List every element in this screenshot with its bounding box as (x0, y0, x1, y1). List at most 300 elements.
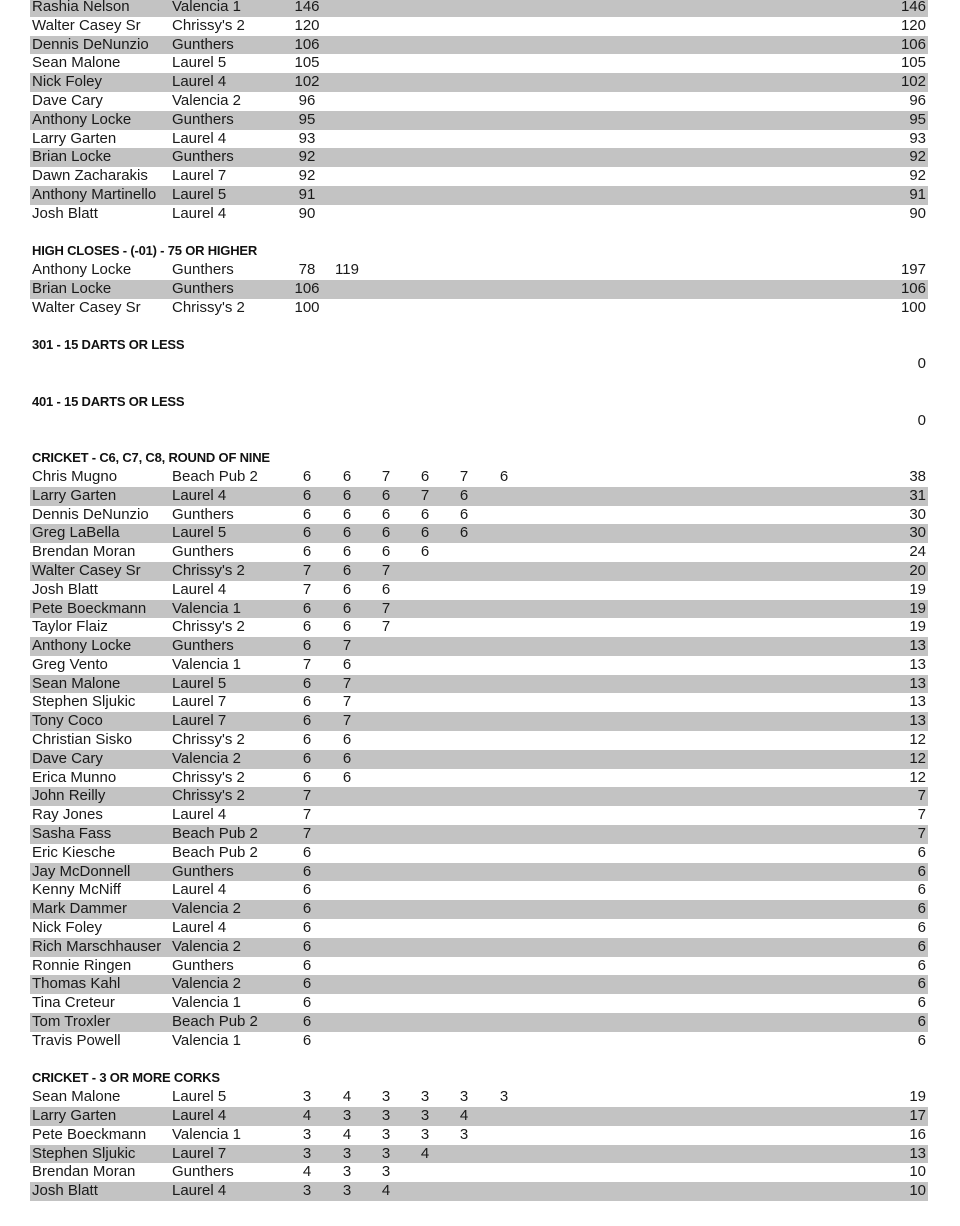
score-cell: 7 (381, 561, 391, 579)
score-cell: 6 (302, 486, 312, 504)
score-cell: 7 (302, 806, 312, 824)
team-name: Chrissy's 2 (172, 768, 245, 786)
score-cell: 6 (302, 712, 312, 730)
table-row (30, 618, 928, 637)
score-cell: 3 (381, 1163, 391, 1181)
team-name: Laurel 7 (172, 712, 227, 730)
score-cell: 6 (342, 655, 352, 673)
row-total: 10 (909, 1182, 926, 1200)
row-total: 38 (909, 467, 926, 485)
score-cell: 6 (302, 956, 312, 974)
row-total: 30 (909, 524, 926, 542)
player-name: Josh Blatt (32, 1182, 98, 1200)
row-total: 146 (900, 0, 926, 15)
player-name: Sean Malone (32, 674, 121, 692)
table-row (30, 92, 928, 111)
table-row (30, 36, 928, 55)
score-cell: 4 (302, 1163, 312, 1181)
player-name: Dennis DeNunzio (32, 505, 149, 523)
player-name: Dennis DeNunzio (32, 35, 149, 53)
score-cell: 7 (342, 712, 352, 730)
table-row (30, 975, 928, 994)
score-cell: 3 (499, 1088, 509, 1106)
score-cell: 6 (381, 505, 391, 523)
score-cell: 120 (294, 16, 320, 34)
table-row (30, 825, 928, 844)
team-name: Chrissy's 2 (172, 298, 245, 316)
table-row (30, 1013, 928, 1032)
team-name: Laurel 4 (172, 806, 227, 824)
team-name: Laurel 4 (172, 580, 227, 598)
row-total: 6 (917, 994, 926, 1012)
team-name: Chrissy's 2 (172, 787, 245, 805)
score-cell: 6 (459, 486, 469, 504)
score-cell: 6 (342, 618, 352, 636)
table-row (30, 186, 928, 205)
player-name: Larry Garten (32, 1107, 117, 1125)
section-total: 0 (917, 411, 926, 429)
score-cell: 100 (294, 298, 320, 316)
score-cell: 7 (302, 825, 312, 843)
player-name: Anthony Martinello (32, 185, 157, 203)
player-name: Anthony Locke (32, 110, 132, 128)
score-cell: 3 (342, 1182, 352, 1200)
team-name: Gunthers (172, 543, 234, 561)
score-cell: 146 (294, 0, 320, 15)
table-row (30, 994, 928, 1013)
team-name: Valencia 2 (172, 937, 241, 955)
score-cell: 96 (298, 91, 316, 109)
score-cell: 106 (294, 279, 320, 297)
table-row (30, 731, 928, 750)
score-cell: 6 (459, 524, 469, 542)
table-row (30, 1145, 928, 1164)
row-total: 6 (917, 881, 926, 899)
score-cell: 6 (342, 467, 352, 485)
table-row (30, 468, 928, 487)
score-cell: 6 (342, 731, 352, 749)
team-name: Gunthers (172, 862, 234, 880)
team-name: Laurel 4 (172, 1182, 227, 1200)
team-name: Gunthers (172, 279, 234, 297)
player-name: Ray Jones (32, 806, 103, 824)
table-row (30, 844, 928, 863)
team-name: Gunthers (172, 35, 234, 53)
score-cell: 7 (420, 486, 430, 504)
row-total: 17 (909, 1107, 926, 1125)
score-cell: 3 (381, 1125, 391, 1143)
score-cell: 7 (342, 674, 352, 692)
row-total: 6 (917, 900, 926, 918)
table-row (30, 863, 928, 882)
team-name: Beach Pub 2 (172, 825, 258, 843)
table-row (30, 957, 928, 976)
player-name: Pete Boeckmann (32, 1125, 147, 1143)
score-cell: 3 (459, 1088, 469, 1106)
score-cell: 4 (342, 1125, 352, 1143)
score-cell: 3 (342, 1107, 352, 1125)
table-row (30, 1163, 928, 1182)
row-total: 6 (917, 862, 926, 880)
table-row (30, 938, 928, 957)
player-name: Mark Dammer (32, 900, 128, 918)
row-total: 93 (909, 129, 926, 147)
team-name: Laurel 4 (172, 129, 227, 147)
row-total: 96 (909, 91, 926, 109)
score-cell: 7 (342, 693, 352, 711)
table-row (30, 750, 928, 769)
score-cell: 4 (459, 1107, 469, 1125)
score-cell: 6 (420, 467, 430, 485)
table-row (30, 675, 928, 694)
team-name: Gunthers (172, 148, 234, 166)
team-name: Beach Pub 2 (172, 843, 258, 861)
section-heading: CRICKET - C6, C7, C8, ROUND OF NINE (32, 450, 270, 466)
row-total: 6 (917, 843, 926, 861)
table-row (30, 1032, 928, 1051)
player-name: Walter Casey Sr (32, 561, 141, 579)
score-cell: 7 (302, 787, 312, 805)
row-total: 106 (900, 279, 926, 297)
row-total: 6 (917, 937, 926, 955)
player-name: Tony Coco (32, 712, 103, 730)
table-row (30, 487, 928, 506)
score-cell: 102 (294, 73, 320, 91)
team-name: Laurel 4 (172, 73, 227, 91)
player-name: Chris Mugno (32, 467, 118, 485)
table-row (30, 1107, 928, 1126)
team-name: Valencia 1 (172, 655, 241, 673)
row-total: 6 (917, 1013, 926, 1031)
table-row (30, 299, 928, 318)
table-row (30, 280, 928, 299)
player-name: Brendan Moran (32, 543, 136, 561)
table-row (30, 506, 928, 525)
team-name: Valencia 2 (172, 91, 241, 109)
empty-total-row (30, 355, 928, 374)
section-high-scores (0, 0, 960, 224)
section-heading: 301 - 15 DARTS OR LESS (32, 337, 185, 353)
team-name: Laurel 5 (172, 674, 227, 692)
table-row (30, 130, 928, 149)
score-cell: 3 (420, 1088, 430, 1106)
team-name: Laurel 7 (172, 693, 227, 711)
table-row (30, 543, 928, 562)
player-name: Brian Locke (32, 148, 112, 166)
score-cell: 6 (420, 505, 430, 523)
table-row (30, 205, 928, 224)
row-total: 106 (900, 35, 926, 53)
row-total: 12 (909, 749, 926, 767)
player-name: Walter Casey Sr (32, 16, 141, 34)
score-cell: 6 (302, 505, 312, 523)
row-total: 12 (909, 768, 926, 786)
table-row (30, 806, 928, 825)
player-name: Dave Cary (32, 91, 103, 109)
row-total: 13 (909, 674, 926, 692)
score-cell: 6 (302, 731, 312, 749)
section-heading: 401 - 15 DARTS OR LESS (32, 393, 185, 409)
score-cell: 6 (302, 843, 312, 861)
team-name: Laurel 4 (172, 919, 227, 937)
row-total: 19 (909, 618, 926, 636)
team-name: Laurel 4 (172, 881, 227, 899)
score-cell: 6 (302, 467, 312, 485)
score-cell: 4 (381, 1182, 391, 1200)
player-name: Eric Kiesche (32, 843, 116, 861)
player-name: John Reilly (32, 787, 106, 805)
row-total: 19 (909, 599, 926, 617)
score-cell: 3 (342, 1163, 352, 1181)
team-name: Gunthers (172, 261, 234, 279)
score-cell: 7 (381, 599, 391, 617)
team-name: Gunthers (172, 1163, 234, 1181)
score-cell: 7 (302, 580, 312, 598)
table-row (30, 769, 928, 788)
team-name: Chrissy's 2 (172, 731, 245, 749)
player-name: Tina Creteur (32, 994, 115, 1012)
row-total: 120 (900, 16, 926, 34)
row-total: 13 (909, 1144, 926, 1162)
row-total: 90 (909, 204, 926, 222)
table-row (30, 524, 928, 543)
score-cell: 6 (302, 543, 312, 561)
player-name: Brian Locke (32, 279, 112, 297)
score-cell: 6 (302, 618, 312, 636)
player-name: Dawn Zacharakis (32, 167, 148, 185)
player-name: Walter Casey Sr (32, 298, 141, 316)
score-cell: 6 (381, 580, 391, 598)
score-cell: 78 (298, 261, 316, 279)
row-total: 19 (909, 1088, 926, 1106)
row-total: 13 (909, 693, 926, 711)
score-cell: 90 (298, 204, 316, 222)
team-name: Gunthers (172, 637, 234, 655)
player-name: Stephen Sljukic (32, 1144, 136, 1162)
score-cell: 93 (298, 129, 316, 147)
row-total: 13 (909, 712, 926, 730)
row-total: 24 (909, 543, 926, 561)
score-cell: 3 (381, 1144, 391, 1162)
score-cell: 6 (342, 768, 352, 786)
section-cricket-round-of-nine (0, 449, 960, 1051)
score-cell: 3 (302, 1088, 312, 1106)
score-cell: 3 (302, 1144, 312, 1162)
score-cell: 4 (420, 1144, 430, 1162)
score-cell: 92 (298, 167, 316, 185)
player-name: Larry Garten (32, 486, 117, 504)
player-name: Christian Sisko (32, 731, 133, 749)
player-name: Ronnie Ringen (32, 956, 132, 974)
score-cell: 3 (302, 1125, 312, 1143)
score-cell: 6 (302, 881, 312, 899)
player-name: Anthony Locke (32, 261, 132, 279)
player-name: Nick Foley (32, 73, 103, 91)
score-cell: 7 (302, 561, 312, 579)
row-total: 91 (909, 185, 926, 203)
score-cell: 7 (342, 637, 352, 655)
score-cell: 6 (420, 524, 430, 542)
player-name: Sasha Fass (32, 825, 112, 843)
section-heading: HIGH CLOSES - (-01) - 75 OR HIGHER (32, 243, 258, 259)
score-cell: 6 (342, 749, 352, 767)
score-cell: 6 (302, 599, 312, 617)
player-name: Kenny McNiff (32, 881, 121, 899)
row-total: 13 (909, 637, 926, 655)
table-row (30, 167, 928, 186)
team-name: Laurel 4 (172, 204, 227, 222)
table-row (30, 656, 928, 675)
player-name: Pete Boeckmann (32, 599, 147, 617)
player-name: Josh Blatt (32, 580, 98, 598)
section-total: 0 (917, 355, 926, 373)
player-name: Jay McDonnell (32, 862, 131, 880)
player-name: Sean Malone (32, 1088, 121, 1106)
row-total: 6 (917, 919, 926, 937)
score-cell: 6 (302, 674, 312, 692)
score-cell: 7 (302, 655, 312, 673)
team-name: Laurel 5 (172, 524, 227, 542)
table-row (30, 111, 928, 130)
player-name: Brendan Moran (32, 1163, 136, 1181)
section-heading: CRICKET - 3 OR MORE CORKS (32, 1070, 220, 1086)
row-total: 13 (909, 655, 926, 673)
score-cell: 7 (381, 467, 391, 485)
score-cell: 3 (420, 1125, 430, 1143)
table-row (30, 919, 928, 938)
score-cell: 3 (302, 1182, 312, 1200)
player-name: Larry Garten (32, 129, 117, 147)
table-row (30, 562, 928, 581)
score-cell: 92 (298, 148, 316, 166)
team-name: Laurel 7 (172, 1144, 227, 1162)
score-cell: 3 (420, 1107, 430, 1125)
score-cell: 6 (381, 486, 391, 504)
team-name: Beach Pub 2 (172, 467, 258, 485)
team-name: Valencia 2 (172, 749, 241, 767)
empty-total-row (30, 412, 928, 431)
team-name: Valencia 1 (172, 1031, 241, 1049)
table-row (30, 261, 928, 280)
score-cell: 3 (381, 1088, 391, 1106)
player-name: Travis Powell (32, 1031, 121, 1049)
table-row (30, 712, 928, 731)
table-row (30, 881, 928, 900)
row-total: 19 (909, 580, 926, 598)
score-cell: 6 (302, 1013, 312, 1031)
score-cell: 3 (342, 1144, 352, 1162)
team-name: Valencia 1 (172, 599, 241, 617)
team-name: Valencia 1 (172, 0, 241, 15)
row-total: 7 (917, 787, 926, 805)
table-row (30, 1088, 928, 1107)
row-total: 92 (909, 167, 926, 185)
team-name: Beach Pub 2 (172, 1013, 258, 1031)
score-cell: 6 (302, 900, 312, 918)
score-cell: 6 (381, 543, 391, 561)
row-total: 7 (917, 806, 926, 824)
table-row (30, 900, 928, 919)
team-name: Gunthers (172, 505, 234, 523)
row-total: 31 (909, 486, 926, 504)
score-cell: 6 (342, 524, 352, 542)
score-cell: 7 (459, 467, 469, 485)
team-name: Chrissy's 2 (172, 618, 245, 636)
score-cell: 6 (302, 768, 312, 786)
score-cell: 6 (302, 637, 312, 655)
section-cricket-3-or-more-corks (0, 1069, 960, 1201)
score-cell: 6 (302, 919, 312, 937)
score-cell: 106 (294, 35, 320, 53)
row-total: 197 (900, 261, 926, 279)
score-cell: 6 (342, 561, 352, 579)
player-name: Rich Marschhauser (32, 937, 162, 955)
team-name: Laurel 5 (172, 54, 227, 72)
table-row (30, 637, 928, 656)
team-name: Laurel 5 (172, 185, 227, 203)
row-total: 92 (909, 148, 926, 166)
row-total: 20 (909, 561, 926, 579)
table-row (30, 693, 928, 712)
player-name: Sean Malone (32, 54, 121, 72)
score-cell: 6 (342, 543, 352, 561)
score-cell: 3 (459, 1125, 469, 1143)
table-row (30, 787, 928, 806)
score-cell: 6 (381, 524, 391, 542)
score-cell: 6 (302, 1031, 312, 1049)
team-name: Valencia 1 (172, 994, 241, 1012)
score-cell: 6 (342, 580, 352, 598)
score-cell: 7 (381, 618, 391, 636)
team-name: Gunthers (172, 110, 234, 128)
row-total: 30 (909, 505, 926, 523)
score-cell: 6 (302, 693, 312, 711)
table-row (30, 148, 928, 167)
row-total: 10 (909, 1163, 926, 1181)
section-high-closes (0, 242, 960, 317)
row-total: 6 (917, 1031, 926, 1049)
score-cell: 91 (298, 185, 316, 203)
player-name: Stephen Sljukic (32, 693, 136, 711)
player-name: Greg LaBella (32, 524, 120, 542)
row-total: 6 (917, 975, 926, 993)
score-cell: 119 (335, 261, 359, 279)
team-name: Valencia 2 (172, 975, 241, 993)
table-row (30, 54, 928, 73)
score-cell: 6 (302, 994, 312, 1012)
table-row (30, 1126, 928, 1145)
score-cell: 6 (499, 467, 509, 485)
player-name: Josh Blatt (32, 204, 98, 222)
team-name: Chrissy's 2 (172, 16, 245, 34)
team-name: Gunthers (172, 956, 234, 974)
section-301-15-darts (0, 336, 960, 374)
row-total: 95 (909, 110, 926, 128)
team-name: Valencia 1 (172, 1125, 241, 1143)
score-cell: 4 (342, 1088, 352, 1106)
score-cell: 95 (298, 110, 316, 128)
player-name: Dave Cary (32, 749, 103, 767)
score-cell: 6 (302, 749, 312, 767)
score-cell: 3 (381, 1107, 391, 1125)
section-401-15-darts (0, 393, 960, 431)
score-cell: 6 (342, 505, 352, 523)
table-row (30, 0, 928, 17)
player-name: Taylor Flaiz (32, 618, 108, 636)
row-total: 12 (909, 731, 926, 749)
score-cell: 6 (302, 937, 312, 955)
score-cell: 6 (342, 486, 352, 504)
